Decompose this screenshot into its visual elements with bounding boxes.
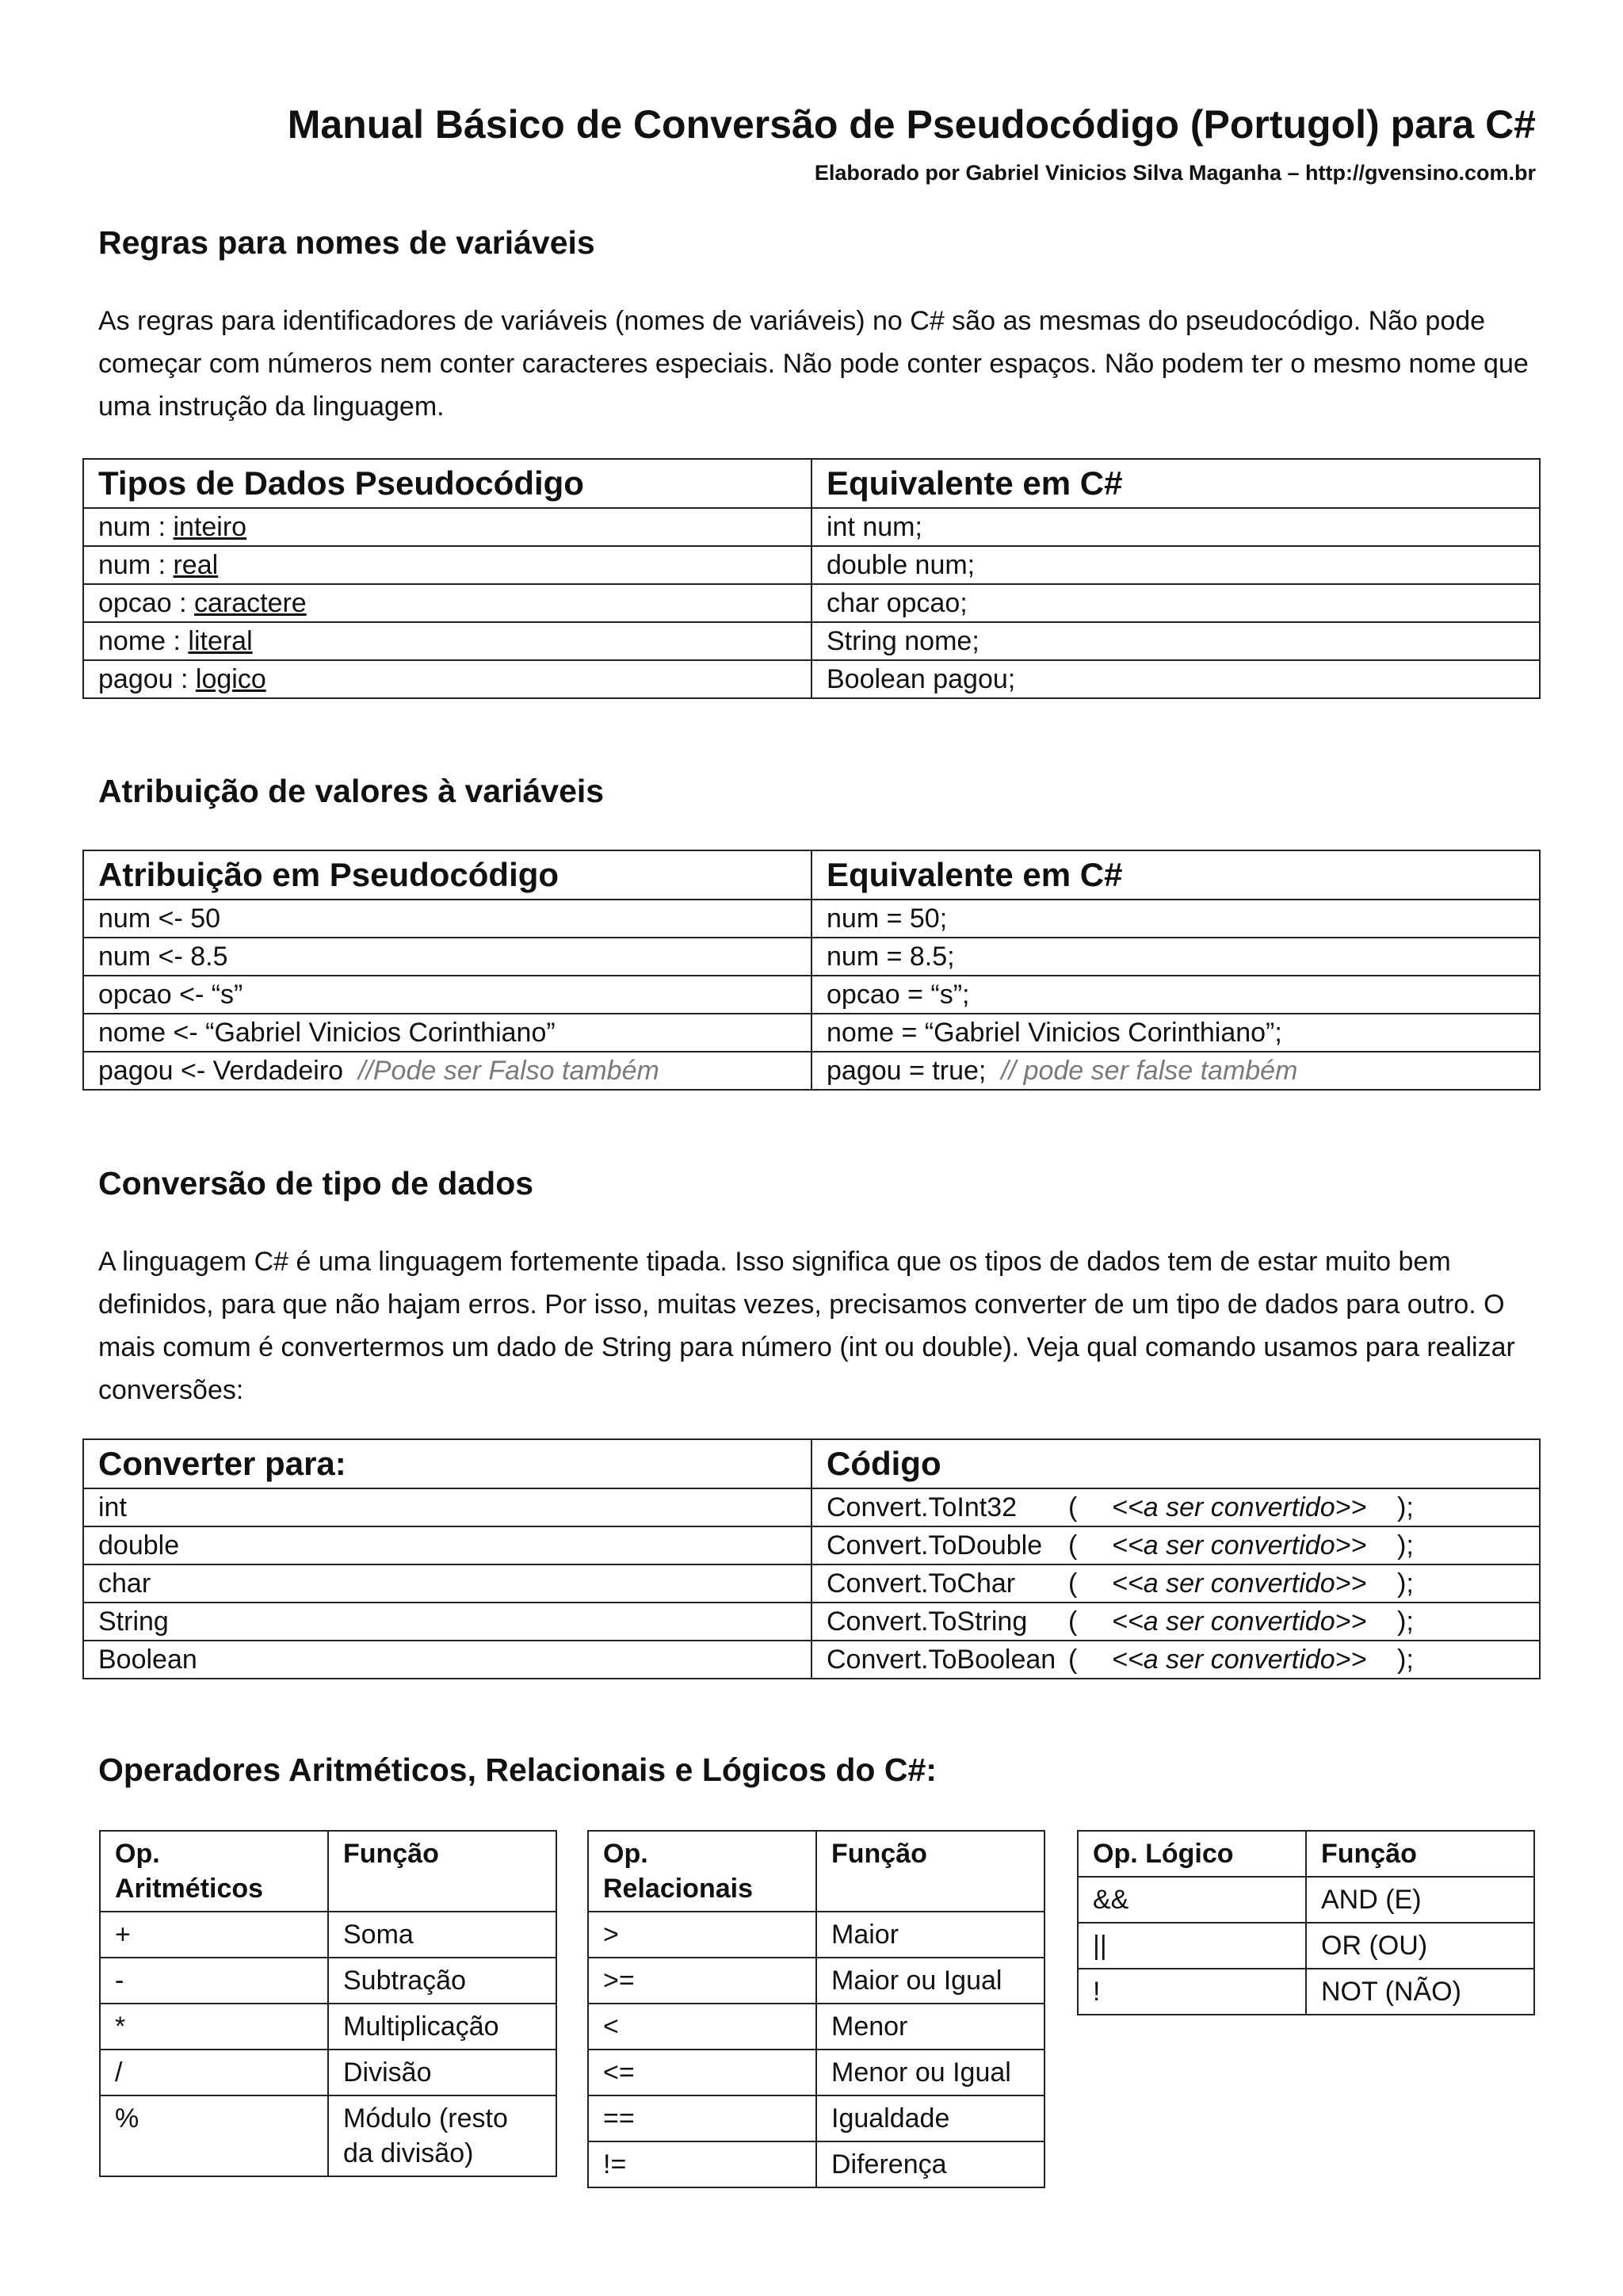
column-header: Op. Relacionais — [588, 1831, 816, 1912]
arithmetic-operators-table — [99, 1830, 557, 2177]
table-row — [83, 938, 1540, 976]
operator-function: OR (OU) — [1306, 1923, 1534, 1969]
pseudo-declaration-cell — [83, 508, 812, 546]
conversion-code-cell — [812, 1526, 1540, 1564]
table-row — [588, 2141, 1044, 2187]
argument-placeholder: <<a ser convertido>> — [1112, 1568, 1367, 1599]
convert-function: Convert.ToChar — [827, 1568, 1016, 1599]
close-paren: ); — [1397, 1606, 1414, 1637]
table-row — [100, 2095, 556, 2176]
table-row — [83, 976, 1540, 1014]
column-header: Op. Aritméticos — [100, 1831, 328, 1912]
operator-symbol: - — [100, 1958, 328, 2004]
table-row — [83, 1603, 1540, 1641]
author-line: Elaborado por Gabriel Vinicios Silva Maganha – http://gvensino.com.br — [814, 161, 1536, 185]
operator-symbol: / — [100, 2050, 328, 2095]
column-header: Op. Lógico — [1078, 1831, 1306, 1877]
relational-operators-table — [587, 1830, 1045, 2188]
operator-symbol: <= — [588, 2050, 816, 2095]
operator-function: Maior — [816, 1912, 1044, 1958]
conversion-code-cell — [812, 1488, 1540, 1526]
operator-symbol: && — [1078, 1877, 1306, 1923]
assignment-table-header — [83, 850, 1540, 900]
open-paren: ( — [1068, 1492, 1078, 1522]
csharp-declaration-cell: char opcao; — [812, 584, 1540, 622]
logical-operators-table — [1077, 1830, 1535, 2015]
table-row — [1078, 1877, 1534, 1923]
pseudo-type: literal — [188, 625, 253, 656]
convert-function: Convert.ToDouble — [827, 1530, 1043, 1561]
types-table-header — [83, 459, 1540, 508]
close-paren: ); — [1397, 1568, 1414, 1599]
table-row — [100, 1958, 556, 2004]
arithmetic-table-header — [100, 1831, 556, 1912]
pseudo-type: caractere — [193, 587, 307, 618]
column-header: Função — [1306, 1831, 1534, 1877]
close-paren: ); — [1397, 1492, 1414, 1522]
operator-function: Multiplicação — [328, 2004, 556, 2050]
pseudo-assignment-cell — [83, 1014, 812, 1052]
table-row — [83, 1052, 1540, 1090]
argument-placeholder: <<a ser convertido>> — [1112, 1530, 1367, 1561]
table-row — [83, 584, 1540, 622]
pseudo-code: num <- 50 — [98, 903, 221, 934]
assignment-table — [82, 850, 1541, 1091]
target-type-cell: Boolean — [83, 1641, 812, 1679]
target-type-cell: int — [83, 1488, 812, 1526]
operator-function: Menor ou Igual — [816, 2050, 1044, 2095]
pseudo-code: num <- 8.5 — [98, 941, 228, 972]
csharp-code: nome = “Gabriel Vinicios Corinthiano”; — [827, 1017, 1282, 1048]
operator-symbol: == — [588, 2095, 816, 2141]
column-header: Equivalente em C# — [812, 459, 1540, 508]
table-row — [100, 1912, 556, 1958]
operator-symbol: < — [588, 2004, 816, 2050]
operator-function: Diferença — [816, 2141, 1044, 2187]
pseudo-declaration-cell — [83, 660, 812, 698]
variable-name: nome : — [98, 625, 189, 656]
target-type-cell: char — [83, 1564, 812, 1603]
open-paren: ( — [1068, 1606, 1078, 1637]
pseudo-declaration-cell — [83, 622, 812, 660]
variable-name: num : — [98, 549, 174, 580]
open-paren: ( — [1068, 1530, 1078, 1561]
table-row — [588, 1958, 1044, 2004]
close-paren: ); — [1397, 1530, 1414, 1561]
operator-function: AND (E) — [1306, 1877, 1534, 1923]
conversion-code-cell — [812, 1603, 1540, 1641]
operator-function: NOT (NÃO) — [1306, 1969, 1534, 2015]
heading-conversion: Conversão de tipo de dados — [98, 1165, 534, 1201]
page-title: Manual Básico de Conversão de Pseudocódigo (Portugol) para C# — [287, 102, 1536, 147]
conversion-table — [82, 1438, 1541, 1679]
variable-name: opcao : — [98, 587, 194, 618]
column-header: Função — [816, 1831, 1044, 1912]
paragraph-variable-rules: As regras para identificadores de variáveis (nomes de variáveis) no C# são as mesmas do pseudocódigo. Não pode começar com números nem conter caracteres especiais. Não pode conter espaços. Não podem ter o mesmo nome que uma instrução da linguagem. — [98, 306, 1529, 422]
table-row — [1078, 1969, 1534, 2015]
csharp-code: num = 8.5; — [827, 941, 955, 972]
pseudo-assignment-cell — [83, 976, 812, 1014]
table-row — [588, 1912, 1044, 1958]
pseudo-assignment-cell — [83, 938, 812, 976]
csharp-assignment-cell — [812, 900, 1540, 938]
pseudo-code: opcao <- “s” — [98, 979, 243, 1010]
conversion-code-cell — [812, 1641, 1540, 1679]
csharp-declaration-cell: Boolean pagou; — [812, 660, 1540, 698]
table-row — [83, 900, 1540, 938]
table-row — [83, 1564, 1540, 1603]
target-type-cell: double — [83, 1526, 812, 1564]
heading-operators: Operadores Aritméticos, Relacionais e Lógicos do C#: — [98, 1752, 937, 1788]
relational-table-header — [588, 1831, 1044, 1912]
table-row — [83, 1526, 1540, 1564]
operator-function: Soma — [328, 1912, 556, 1958]
open-paren: ( — [1068, 1568, 1078, 1599]
table-row — [1078, 1923, 1534, 1969]
operator-function: Divisão — [328, 2050, 556, 2095]
operator-symbol: + — [100, 1912, 328, 1958]
convert-function: Convert.ToBoolean — [827, 1644, 1056, 1675]
operator-symbol: != — [588, 2141, 816, 2187]
variable-name: pagou : — [98, 663, 196, 694]
argument-placeholder: <<a ser convertido>> — [1112, 1606, 1367, 1637]
csharp-declaration-cell: String nome; — [812, 622, 1540, 660]
table-row — [83, 660, 1540, 698]
csharp-assignment-cell — [812, 938, 1540, 976]
pseudo-declaration-cell — [83, 546, 812, 584]
table-row — [588, 2050, 1044, 2095]
types-table — [82, 458, 1541, 699]
operator-function: Menor — [816, 2004, 1044, 2050]
table-row — [83, 1488, 1540, 1526]
open-paren: ( — [1068, 1644, 1078, 1675]
operator-symbol: % — [100, 2095, 328, 2176]
table-row — [100, 2050, 556, 2095]
csharp-assignment-cell — [812, 1052, 1540, 1090]
operator-function: Subtração — [328, 1958, 556, 2004]
pseudo-code: nome <- “Gabriel Vinicios Corinthiano” — [98, 1017, 556, 1048]
heading-variable-rules: Regras para nomes de variáveis — [98, 224, 595, 261]
csharp-declaration-cell: double num; — [812, 546, 1540, 584]
pseudo-type: logico — [195, 663, 266, 694]
close-paren: ); — [1397, 1644, 1414, 1675]
csharp-code: pagou = true; — [827, 1055, 987, 1086]
operator-function: Igualdade — [816, 2095, 1044, 2141]
pseudo-type: real — [173, 549, 219, 580]
operator-symbol: || — [1078, 1923, 1306, 1969]
paragraph-conversion: A linguagem C# é uma linguagem fortemente tipada. Isso significa que os tipos de dados tem de estar muito bem definidos, para que não hajam erros. Por isso, muitas vezes, precisamos converter de um tipo de dados para outro. O mais comum é convertermos um dado de String para número (int ou double). Veja qual comando usamos para realizar conversões: — [98, 1247, 1515, 1405]
code-comment: // pode ser false também — [1001, 1055, 1298, 1086]
operator-symbol: > — [588, 1912, 816, 1958]
pseudo-type: inteiro — [173, 511, 247, 542]
operator-function: Maior ou Igual — [816, 1958, 1044, 2004]
column-header: Código — [812, 1439, 1540, 1488]
column-header: Converter para: — [83, 1439, 812, 1488]
pseudo-code: pagou <- Verdadeiro — [98, 1055, 344, 1086]
pseudo-assignment-cell — [83, 1052, 812, 1090]
pseudo-assignment-cell — [83, 900, 812, 938]
operator-function: Módulo (resto da divisão) — [328, 2095, 556, 2176]
convert-function: Convert.ToInt32 — [827, 1492, 1018, 1522]
csharp-code: num = 50; — [827, 903, 948, 934]
table-row — [83, 508, 1540, 546]
csharp-code: opcao = “s”; — [827, 979, 970, 1010]
column-header: Equivalente em C# — [812, 850, 1540, 900]
table-row — [83, 1641, 1540, 1679]
operator-symbol: ! — [1078, 1969, 1306, 2015]
convert-function: Convert.ToString — [827, 1606, 1028, 1637]
table-row — [588, 2095, 1044, 2141]
table-row — [83, 546, 1540, 584]
csharp-assignment-cell — [812, 1014, 1540, 1052]
operator-symbol: >= — [588, 1958, 816, 2004]
conversion-code-cell — [812, 1564, 1540, 1603]
heading-assignment: Atribuição de valores à variáveis — [98, 773, 605, 809]
argument-placeholder: <<a ser convertido>> — [1112, 1492, 1367, 1522]
column-header: Função — [328, 1831, 556, 1912]
logical-table-header — [1078, 1831, 1534, 1877]
code-comment: //Pode ser Falso também — [357, 1055, 659, 1086]
conversion-table-header — [83, 1439, 1540, 1488]
csharp-assignment-cell — [812, 976, 1540, 1014]
operator-symbol: * — [100, 2004, 328, 2050]
column-header: Atribuição em Pseudocódigo — [83, 850, 812, 900]
target-type-cell: String — [83, 1603, 812, 1641]
csharp-declaration-cell: int num; — [812, 508, 1540, 546]
table-row — [588, 2004, 1044, 2050]
argument-placeholder: <<a ser convertido>> — [1112, 1644, 1367, 1675]
pseudo-declaration-cell — [83, 584, 812, 622]
column-header: Tipos de Dados Pseudocódigo — [83, 459, 812, 508]
table-row — [83, 1014, 1540, 1052]
variable-name: num : — [98, 511, 174, 542]
table-row — [83, 622, 1540, 660]
table-row — [100, 2004, 556, 2050]
